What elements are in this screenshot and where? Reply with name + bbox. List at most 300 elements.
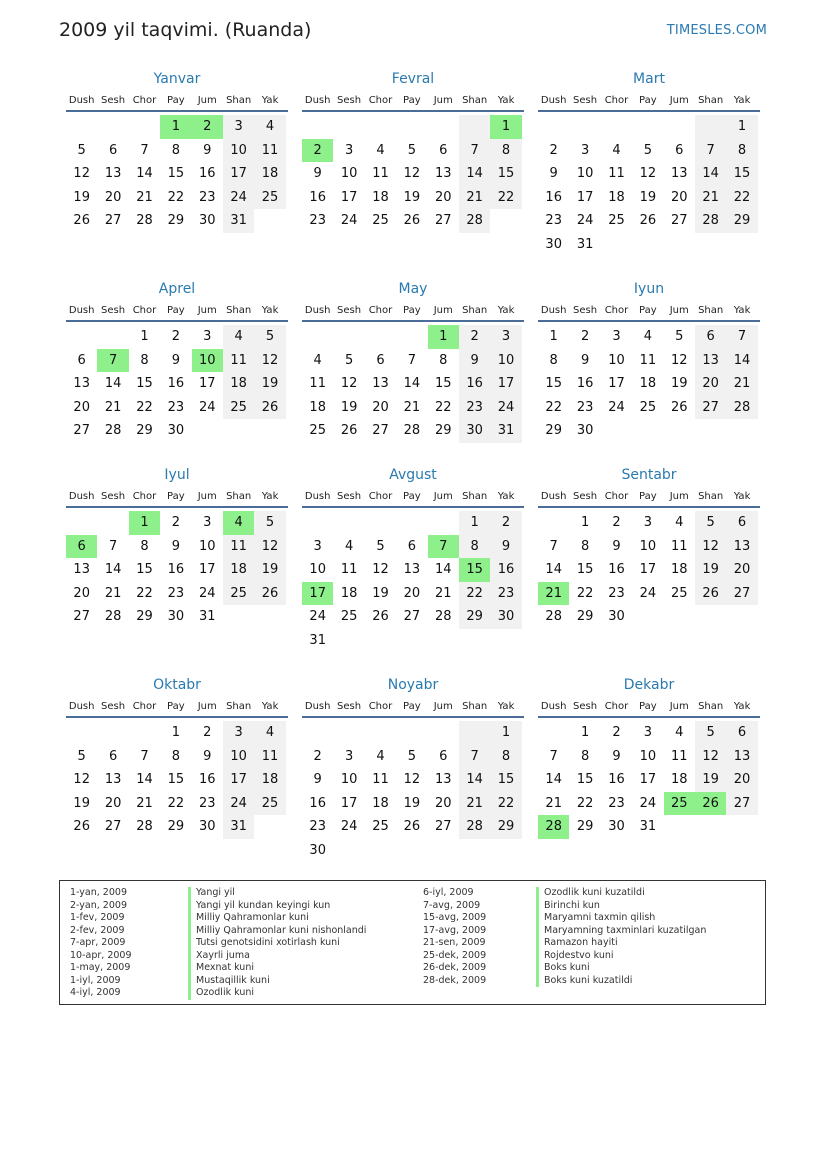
holiday-dates-col-1 (70, 887, 132, 1000)
day-cell: 16 (608, 772, 625, 787)
day-cell: 4 (643, 329, 652, 344)
day-cell: 20 (104, 795, 122, 811)
day-cell: 16 (167, 376, 185, 391)
day-cell: 1 (580, 725, 590, 740)
day-cell: 30 (198, 819, 216, 834)
weekday-label: Sesh (337, 701, 362, 712)
day-cell: 24 (340, 213, 358, 228)
day-cell: 26 (372, 609, 389, 624)
holiday-name: Xayrli juma (188, 950, 366, 963)
day-cell: 28 (403, 423, 421, 438)
day-cell: 9 (612, 538, 621, 554)
day-cell: 22 (136, 585, 153, 601)
empty-cell (333, 839, 364, 863)
day-cell: 6 (108, 142, 118, 158)
day-cell: 10 (198, 538, 216, 554)
day-cell: 22 (726, 186, 757, 210)
day-cell: 1 (490, 721, 521, 745)
day-cell: 15 (576, 772, 594, 787)
day-cell: 4 (344, 538, 354, 554)
day-cell: 3 (223, 721, 254, 745)
day-cell: 5 (695, 511, 726, 535)
day-cell: 15 (434, 376, 452, 391)
day-cell: 14 (136, 166, 153, 181)
month-iyun (538, 280, 760, 443)
weekday-label: Shan (462, 95, 488, 106)
day-cell: 21 (695, 186, 726, 210)
day-cell: 6 (66, 535, 97, 559)
empty-cell (632, 605, 663, 629)
day-cell: 25 (254, 186, 285, 210)
day-cell: 21 (104, 585, 122, 601)
day-cell: 20 (104, 189, 122, 205)
day-cell: 18 (670, 562, 688, 577)
day-grid (538, 115, 760, 256)
day-cell: 11 (608, 166, 625, 181)
empty-cell (365, 839, 396, 863)
day-cell: 25 (223, 582, 254, 606)
empty-cell (538, 511, 569, 535)
day-cell: 7 (407, 352, 416, 368)
day-cell: 17 (340, 795, 358, 811)
holiday-names-col-2 (536, 887, 706, 987)
day-cell: 28 (695, 209, 726, 233)
day-cell: 18 (372, 189, 389, 205)
weekday-label: Sesh (101, 701, 126, 712)
day-cell: 12 (670, 352, 688, 368)
empty-cell (632, 419, 663, 443)
day-cell: 22 (545, 399, 562, 415)
day-cell: 17 (340, 189, 358, 205)
day-cell: 3 (313, 538, 322, 554)
empty-cell (695, 233, 726, 257)
day-cell: 23 (490, 582, 521, 606)
day-cell: 5 (254, 511, 285, 535)
day-cell: 4 (313, 352, 322, 368)
day-cell: 8 (580, 538, 590, 554)
holiday-name: Tutsi genotsidini xotirlash kuni (188, 937, 366, 950)
empty-cell (97, 325, 128, 349)
day-cell: 5 (77, 142, 86, 158)
month-name: Dekabr (623, 677, 675, 693)
day-cell: 15 (167, 772, 185, 787)
empty-cell (333, 325, 364, 349)
weekday-label: Jum (433, 305, 453, 316)
day-cell: 26 (340, 423, 358, 438)
day-cell: 4 (254, 115, 285, 139)
weekday-label: Jum (433, 701, 453, 712)
holiday-name: Boks kuni (536, 962, 706, 975)
day-cell: 19 (372, 585, 389, 601)
empty-cell (459, 115, 490, 139)
empty-cell (66, 325, 97, 349)
weekday-label: Jum (433, 95, 453, 106)
weekday-label: Jum (197, 701, 217, 712)
weekday-label: Chor (132, 95, 157, 106)
day-cell: 23 (576, 399, 594, 415)
holiday-date: 1-may, 2009 (70, 962, 131, 973)
weekday-label: Pay (403, 491, 421, 502)
day-cell: 4 (612, 142, 621, 158)
month-name: Fevral (391, 71, 435, 87)
day-cell: 17 (639, 562, 657, 577)
day-cell: 30 (608, 819, 625, 834)
day-cell: 11 (223, 535, 254, 559)
holiday-dates-col-2 (423, 887, 486, 987)
weekday-label: Shan (462, 491, 488, 502)
day-cell: 5 (77, 748, 86, 764)
empty-cell (365, 721, 396, 745)
day-cell: 30 (576, 423, 594, 438)
day-cell: 22 (576, 585, 594, 601)
day-cell: 25 (639, 399, 657, 415)
empty-cell (192, 419, 223, 443)
day-cell: 17 (198, 562, 216, 577)
weekday-label: Sesh (573, 95, 598, 106)
month-name: Iyul (164, 467, 190, 483)
day-cell: 16 (608, 562, 625, 577)
day-cell: 25 (340, 609, 358, 624)
day-cell: 25 (223, 396, 254, 420)
weekday-label: Yak (497, 701, 515, 712)
day-cell: 31 (198, 609, 216, 624)
day-cell: 29 (576, 609, 594, 624)
day-cell: 21 (403, 399, 421, 415)
month-name: Yanvar (153, 71, 201, 87)
weekday-label: Pay (639, 305, 657, 316)
weekday-label: Chor (604, 701, 629, 712)
day-cell: 20 (726, 558, 757, 582)
empty-cell (601, 233, 632, 257)
day-cell: 4 (675, 515, 684, 530)
empty-cell (254, 815, 285, 839)
day-cell: 4 (223, 511, 254, 535)
day-cell: 9 (203, 748, 212, 764)
day-cell: 29 (545, 423, 562, 438)
empty-cell (254, 209, 285, 233)
day-cell: 6 (439, 748, 448, 764)
weekday-label: Pay (403, 701, 421, 712)
day-cell: 16 (459, 372, 490, 396)
day-cell: 25 (372, 819, 389, 834)
weekday-label: Dush (68, 491, 95, 502)
day-cell: 8 (459, 535, 490, 559)
weekday-label: Jum (669, 95, 689, 106)
day-cell: 5 (344, 352, 354, 368)
day-cell: 13 (73, 376, 90, 391)
day-cell: 29 (434, 423, 452, 438)
day-cell: 19 (73, 795, 90, 811)
day-cell: 10 (490, 349, 521, 373)
day-cell: 30 (167, 609, 185, 624)
day-cell: 23 (198, 795, 216, 811)
holiday-date: 4-iyl, 2009 (70, 987, 121, 998)
day-cell: 20 (372, 399, 389, 415)
day-cell: 12 (73, 166, 90, 181)
day-cell: 8 (171, 748, 180, 764)
weekday-label: Jum (433, 491, 453, 502)
month-name: Mart (633, 71, 665, 87)
day-cell: 17 (490, 372, 521, 396)
month-name: Noyabr (387, 677, 439, 693)
day-cell: 16 (198, 772, 216, 787)
day-cell: 23 (608, 585, 625, 601)
holiday-date: 17-avg, 2009 (423, 924, 487, 936)
empty-cell (396, 629, 427, 653)
weekday-header (538, 92, 760, 112)
month-yanvar (66, 70, 288, 233)
weekday-header (66, 302, 288, 322)
day-cell: 27 (73, 609, 90, 624)
weekday-label: Pay (639, 95, 657, 106)
weekday-label: Dush (68, 305, 95, 316)
empty-cell (333, 721, 364, 745)
empty-cell (396, 325, 427, 349)
day-cell: 10 (608, 352, 625, 368)
holiday-name: Ozodlik kuni (188, 987, 366, 1000)
day-cell: 26 (73, 213, 90, 228)
day-cell: 3 (643, 725, 652, 740)
day-cell: 21 (434, 585, 452, 601)
empty-cell (428, 115, 459, 139)
empty-cell (726, 419, 757, 443)
day-cell: 15 (459, 558, 490, 582)
day-cell: 20 (434, 795, 452, 811)
holiday-date: 26-dek, 2009 (423, 962, 487, 973)
month-sentabr (538, 466, 760, 629)
day-cell: 14 (104, 562, 122, 577)
holiday-name: Milliy Qahramonlar kuni (188, 912, 366, 925)
day-cell: 13 (434, 772, 452, 787)
empty-cell (664, 115, 695, 139)
day-cell: 8 (726, 139, 757, 163)
empty-cell (664, 233, 695, 257)
empty-cell (302, 511, 333, 535)
day-cell: 8 (171, 142, 180, 158)
day-cell: 27 (104, 819, 122, 834)
day-cell: 26 (670, 399, 688, 415)
empty-cell (664, 605, 695, 629)
month-oktabr (66, 676, 288, 839)
day-cell: 28 (545, 609, 562, 624)
day-cell: 23 (167, 399, 185, 415)
day-cell: 20 (726, 768, 757, 792)
day-cell: 11 (223, 349, 254, 373)
day-cell: 3 (344, 748, 354, 764)
day-grid (302, 115, 524, 233)
brand-link[interactable]: TIMESLES.COM (666, 23, 767, 38)
weekday-header (538, 488, 760, 508)
day-grid (66, 511, 288, 629)
day-cell: 2 (203, 725, 212, 740)
empty-cell (695, 419, 726, 443)
holiday-name: Yangi yil kundan keyingi kun (188, 900, 366, 913)
holiday-name: Rojdestvo kuni (536, 950, 706, 963)
empty-cell (601, 419, 632, 443)
weekday-label: Sesh (573, 305, 598, 316)
empty-cell (726, 815, 757, 839)
day-cell: 20 (403, 585, 421, 601)
empty-cell (129, 115, 160, 139)
weekday-label: Dush (304, 305, 331, 316)
empty-cell (396, 511, 427, 535)
day-cell: 17 (223, 768, 254, 792)
day-cell: 27 (726, 582, 757, 606)
weekday-label: Pay (639, 701, 657, 712)
holiday-date: 6-iyl, 2009 (423, 887, 474, 898)
day-cell: 31 (490, 419, 521, 443)
holiday-name: Yangi yil (188, 887, 366, 900)
day-grid (538, 721, 760, 839)
day-cell: 9 (490, 535, 521, 559)
day-cell: 27 (670, 213, 688, 228)
weekday-label: Chor (604, 95, 629, 106)
empty-cell (365, 511, 396, 535)
day-cell: 12 (695, 745, 726, 769)
day-cell: 6 (726, 721, 757, 745)
weekday-label: Dush (304, 95, 331, 106)
empty-cell (365, 115, 396, 139)
empty-cell (726, 233, 757, 257)
day-cell: 2 (459, 325, 490, 349)
day-cell: 7 (549, 538, 558, 554)
day-cell: 31 (576, 236, 594, 252)
day-cell: 21 (459, 186, 490, 210)
day-cell: 29 (576, 819, 594, 834)
page-title: 2009 yil taqvimi. (Ruanda) (59, 19, 312, 41)
holiday-date: 7-apr, 2009 (70, 937, 126, 948)
day-cell: 26 (695, 582, 726, 606)
day-cell: 14 (104, 376, 122, 391)
day-cell: 14 (726, 349, 757, 373)
day-cell: 11 (254, 139, 285, 163)
day-cell: 12 (403, 166, 421, 181)
day-cell: 1 (549, 329, 558, 344)
empty-cell (490, 209, 521, 233)
weekday-label: Sesh (101, 95, 126, 106)
day-cell: 1 (580, 515, 590, 530)
holiday-name: Birinchi kun (536, 900, 706, 913)
day-cell: 18 (223, 558, 254, 582)
day-cell: 17 (198, 376, 216, 391)
day-cell: 28 (136, 213, 153, 228)
day-cell: 23 (309, 213, 326, 228)
day-cell: 30 (167, 423, 185, 438)
day-cell: 31 (309, 632, 326, 648)
day-cell: 1 (726, 115, 757, 139)
day-cell: 20 (434, 189, 452, 205)
weekday-header (302, 488, 524, 508)
day-cell: 9 (171, 538, 180, 554)
day-cell: 19 (254, 372, 285, 396)
day-cell: 16 (490, 558, 521, 582)
day-cell: 28 (136, 819, 153, 834)
holiday-date: 1-yan, 2009 (70, 887, 127, 898)
day-cell: 8 (580, 748, 590, 764)
day-cell: 13 (434, 166, 452, 181)
day-cell: 13 (403, 562, 421, 577)
day-cell: 27 (695, 396, 726, 420)
day-cell: 12 (403, 772, 421, 787)
day-cell: 3 (490, 325, 521, 349)
day-cell: 6 (726, 511, 757, 535)
weekday-label: Shan (698, 95, 724, 106)
day-cell: 1 (140, 329, 149, 344)
day-cell: 24 (576, 213, 594, 228)
weekday-label: Dush (68, 95, 95, 106)
holiday-name: Maryamni taxmin qilish (536, 912, 706, 925)
weekday-label: Jum (197, 305, 217, 316)
day-cell: 14 (459, 768, 490, 792)
day-cell: 26 (254, 396, 285, 420)
day-cell: 29 (726, 209, 757, 233)
day-cell: 15 (576, 562, 594, 577)
month-iyul (66, 466, 288, 629)
day-cell: 27 (73, 423, 90, 438)
day-cell: 7 (428, 535, 459, 559)
day-cell: 14 (459, 162, 490, 186)
empty-cell (726, 605, 757, 629)
empty-cell (538, 721, 569, 745)
day-cell: 9 (313, 772, 322, 787)
empty-cell (396, 115, 427, 139)
day-cell: 13 (73, 562, 90, 577)
day-grid (66, 325, 288, 443)
month-avgust (302, 466, 524, 652)
day-cell: 11 (372, 772, 389, 787)
day-cell: 11 (254, 745, 285, 769)
empty-cell (302, 115, 333, 139)
day-cell: 6 (376, 352, 385, 368)
day-cell: 26 (254, 582, 285, 606)
weekday-label: Yak (261, 491, 279, 502)
empty-cell (695, 815, 726, 839)
day-cell: 24 (198, 399, 216, 415)
weekday-header (302, 698, 524, 718)
day-cell: 15 (136, 562, 153, 577)
weekday-label: Sesh (101, 491, 126, 502)
day-cell: 24 (340, 819, 358, 834)
day-cell: 10 (223, 745, 254, 769)
weekday-label: Yak (497, 491, 515, 502)
day-cell: 7 (459, 139, 490, 163)
weekday-label: Yak (497, 305, 515, 316)
holiday-name: Maryamning taxminlari kuzatilgan (536, 925, 706, 938)
weekday-label: Dush (304, 701, 331, 712)
weekday-label: Pay (167, 701, 185, 712)
day-cell: 27 (372, 423, 389, 438)
day-cell: 12 (639, 166, 657, 181)
empty-cell (302, 721, 333, 745)
day-cell: 18 (639, 376, 657, 391)
empty-cell (302, 325, 333, 349)
day-cell: 30 (459, 419, 490, 443)
day-cell: 16 (576, 376, 594, 391)
day-cell: 30 (198, 213, 216, 228)
weekday-header (538, 698, 760, 718)
empty-cell (695, 115, 726, 139)
day-cell: 22 (576, 795, 594, 811)
day-cell: 5 (675, 329, 684, 344)
day-cell: 19 (695, 558, 726, 582)
month-name: Sentabr (621, 467, 677, 483)
day-cell: 13 (670, 166, 688, 181)
day-cell: 19 (695, 768, 726, 792)
day-cell: 13 (695, 349, 726, 373)
day-cell: 19 (340, 399, 358, 415)
day-cell: 24 (639, 795, 657, 811)
day-cell: 2 (192, 115, 223, 139)
